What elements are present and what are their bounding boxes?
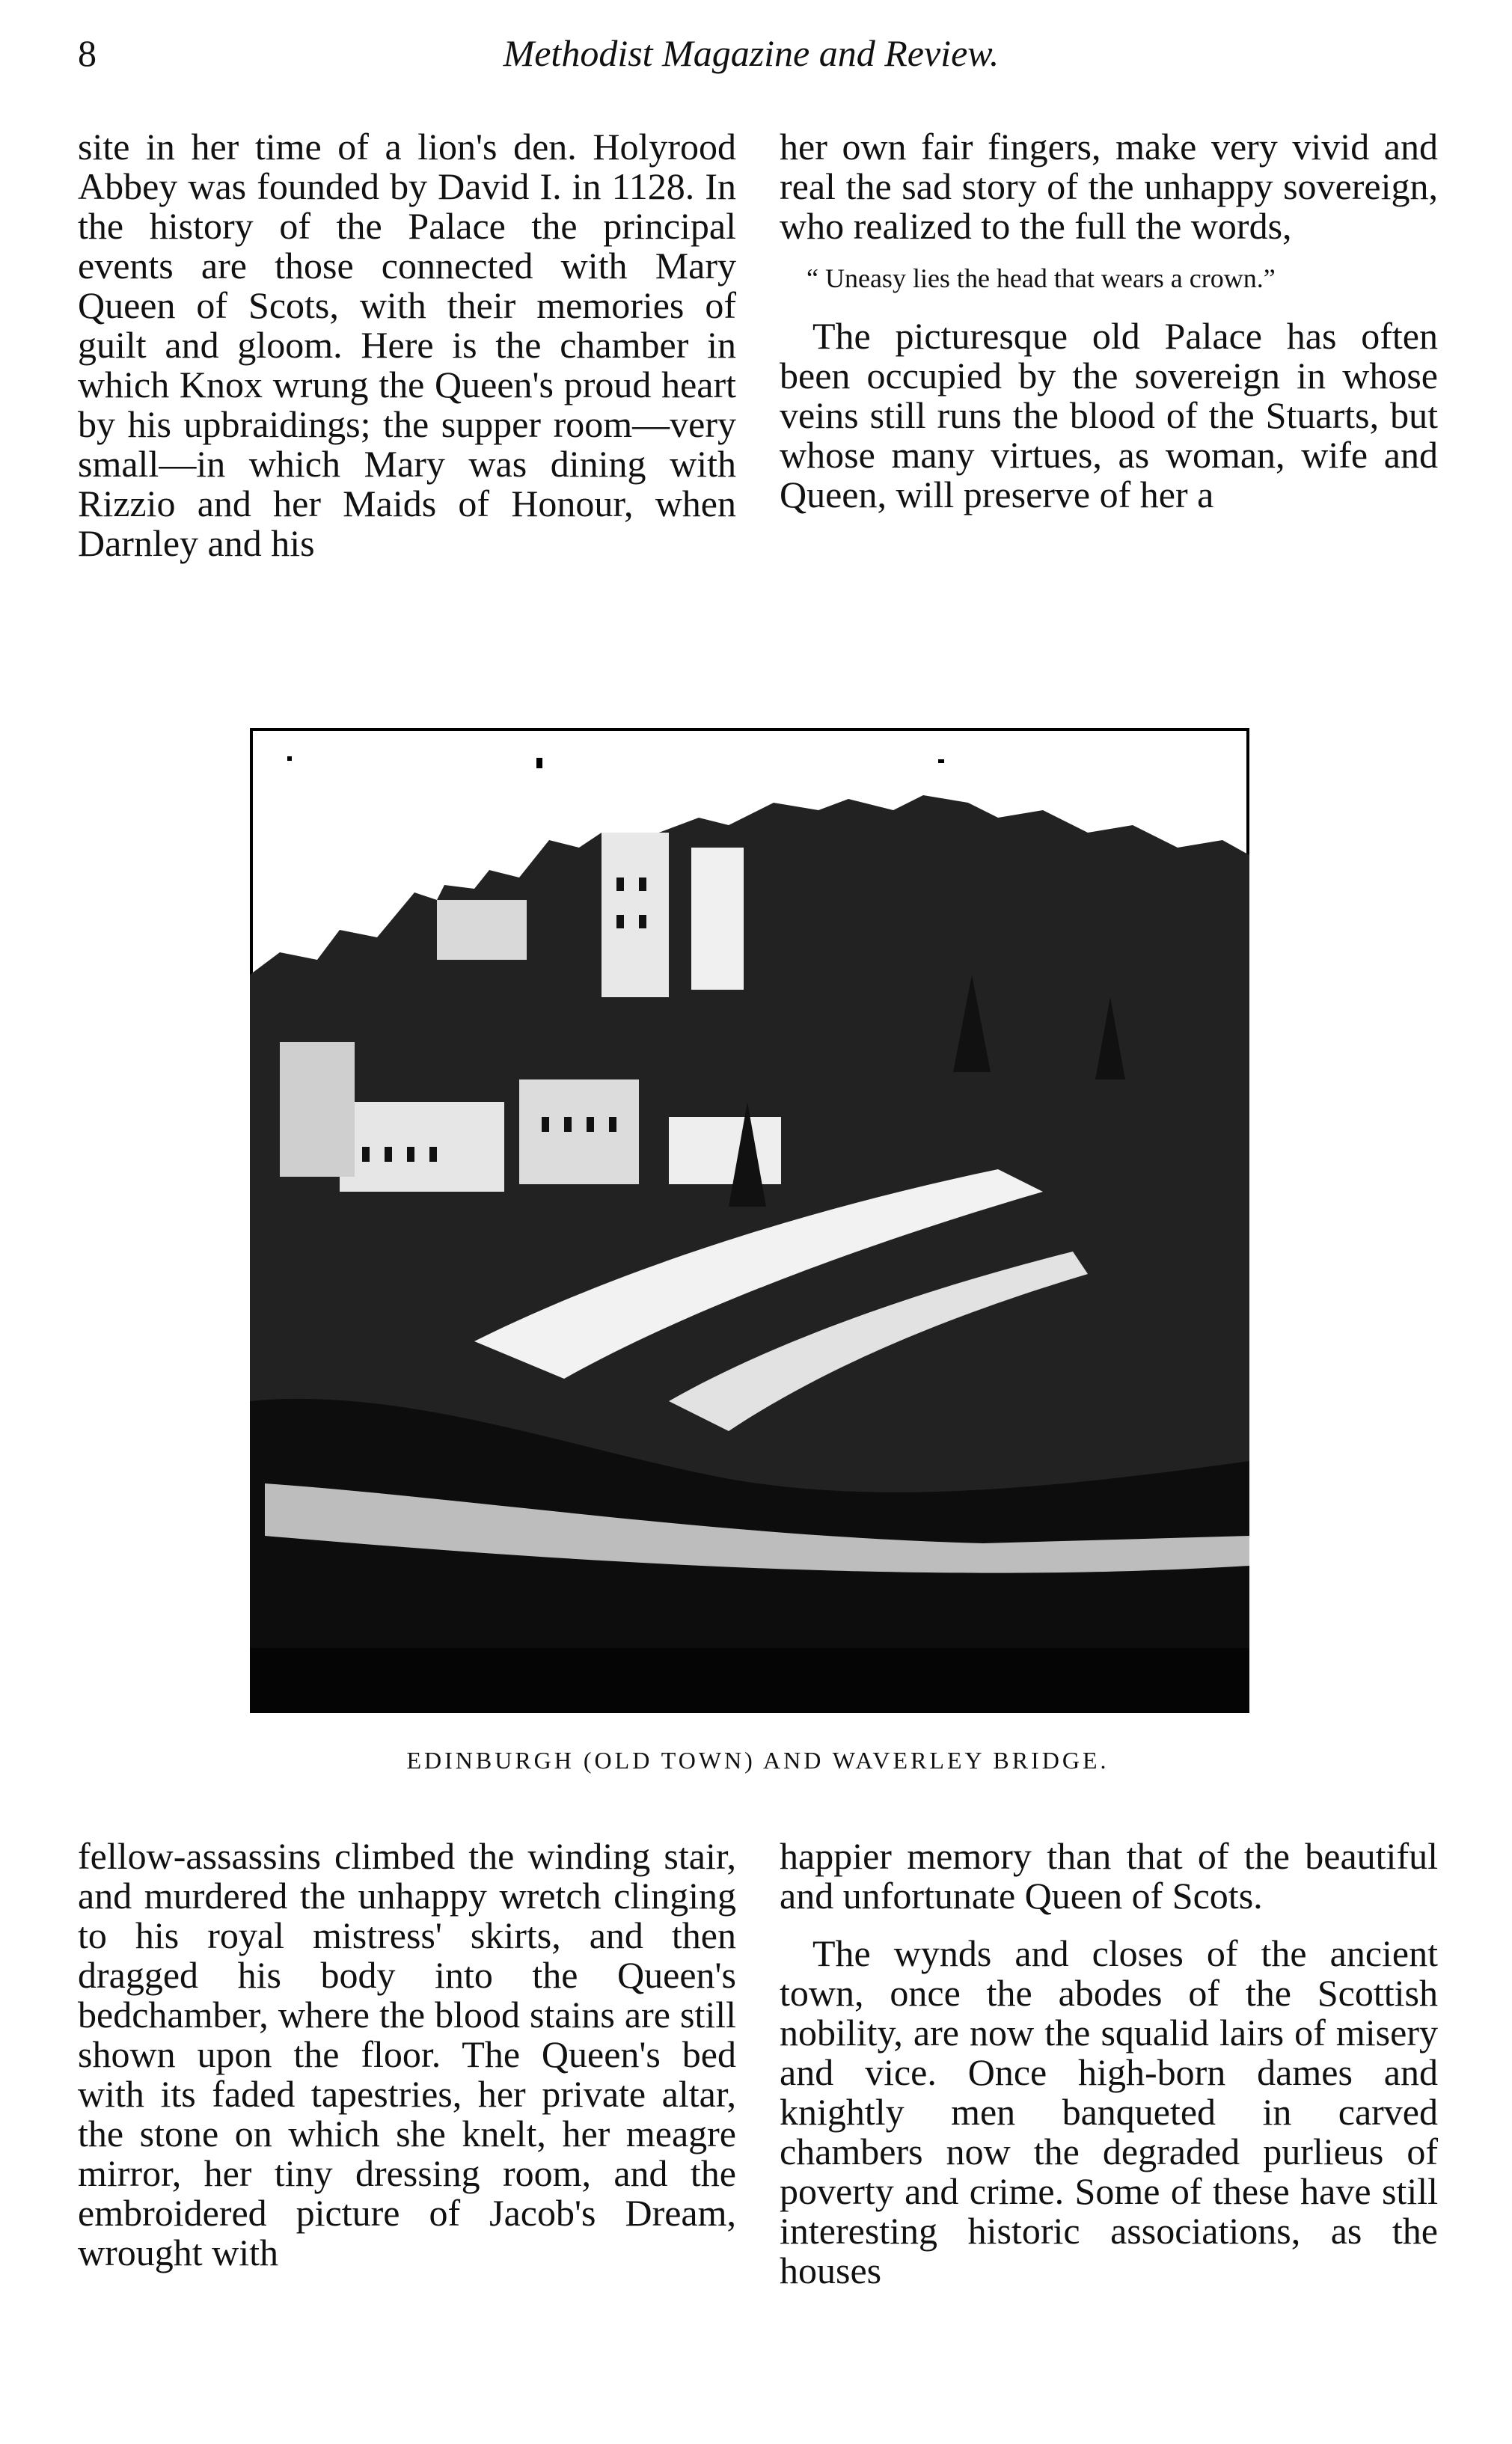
running-title: Methodist Magazine and Review. xyxy=(503,32,1000,74)
paragraph: site in her time of a lion's den. Holyrood Abbey was founded by David I. in 1128. In the history of the Palace the principal events are those connected with Mary Queen of Scots, with their memories of guilt and gloom. Here is the chamber in which Knox wrung the Queen's proud heart by his upbraidings; the supper room—very small—in which Mary was dining with Rizzio and her Maids of Honour, when Darnley and his xyxy=(78,126,736,564)
block-quote: “ Uneasy lies the head that wears a crown.” xyxy=(806,263,1276,293)
bottom-left-column xyxy=(78,1837,736,2273)
page-number: 8 xyxy=(78,32,97,74)
top-left-column xyxy=(78,127,736,563)
paragraph: happier memory than that of the beautiful and unfortunate Queen of Scots. xyxy=(780,1835,1438,1917)
figure-caption: EDINBURGH (OLD TOWN) AND WAVERLEY BRIDGE. xyxy=(406,1747,1109,1774)
paragraph: her own fair fingers, make very vivid and real the sad story of the unhappy sovereign, who realized to the full the words, xyxy=(780,126,1438,247)
photograph-edinburgh xyxy=(250,728,1249,1713)
page-header xyxy=(78,31,1424,84)
paragraph: The wynds and closes of the ancient town, once the abodes of the Scottish nobility, are now the squalid lairs of misery and vice. Once high-born dames and knightly men banqueted in carved chambers now the degraded purlieus of poverty and crime. Some of these have still interesting historic associations, as the houses xyxy=(780,1932,1438,2291)
photograph-image xyxy=(250,728,1249,1713)
bottom-right-column xyxy=(780,1837,1438,2291)
top-right-column xyxy=(780,127,1438,515)
paragraph: fellow-assassins climbed the winding stair, and murdered the unhappy wretch clinging to his royal mistress' skirts, and then dragged his body into the Queen's bedchamber, where the blood stains are still shown upon the floor. The Queen's bed with its faded tapestries, her private altar, the stone on which she knelt, her meagre mirror, her tiny dressing room, and the embroidered picture of Jacob's Dream, wrought with xyxy=(78,1835,736,2273)
paragraph: The picturesque old Palace has often been occupied by the sovereign in whose veins still runs the blood of the Stuarts, but whose many virtues, as woman, wife and Queen, will preserve of her a xyxy=(780,315,1438,515)
